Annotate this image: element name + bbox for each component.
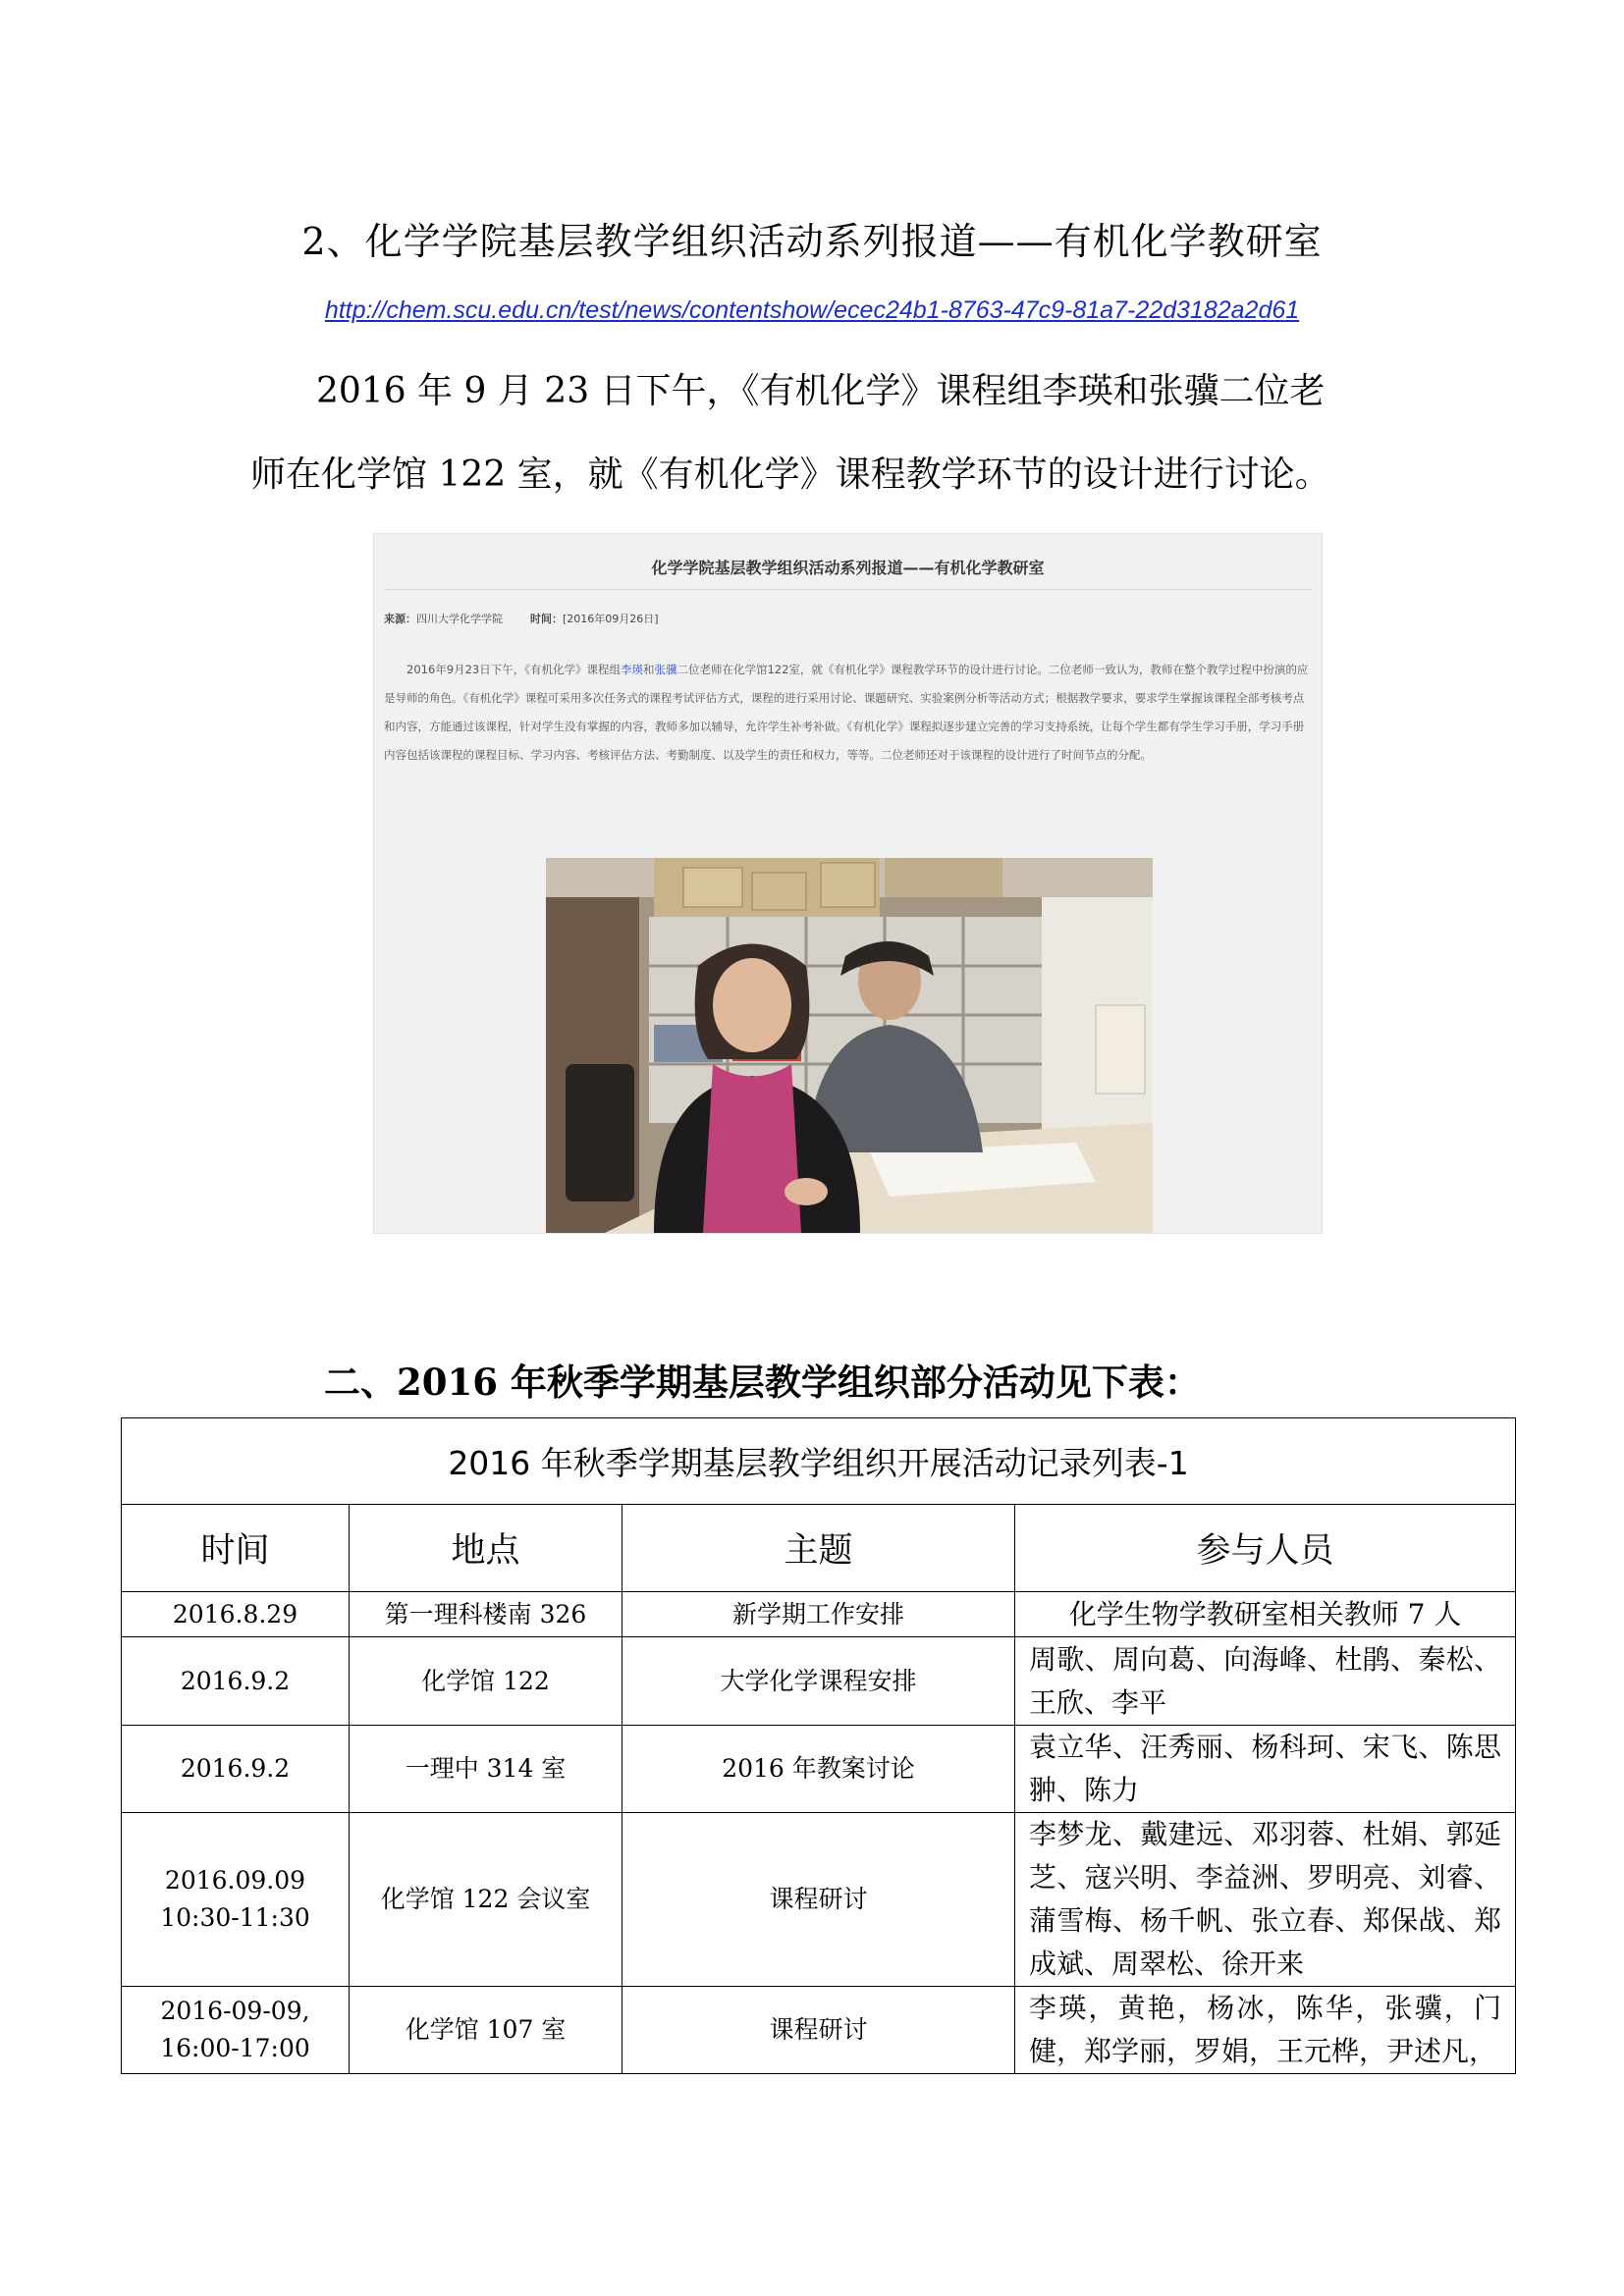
table-caption: 2016 年秋季学期基层教学组织开展活动记录列表-1 [122,1418,1516,1505]
screenshot-meta [384,611,659,626]
article-paragraph-line2: 师在化学馆 122 室，就《有机化学》课程教学环节的设计进行讨论。 [250,454,1330,495]
cell-topic: 2016 年教案讨论 [623,1726,1015,1813]
cell-place: 化学馆 107 室 [350,1987,623,2074]
cell-place: 化学馆 122 会议室 [350,1813,623,1987]
article-paragraph-line1: 2016 年 9 月 23 日下午，《有机化学》课程组李瑛和张骥二位老 [316,371,1326,411]
cell-topic: 课程研讨 [623,1987,1015,2074]
section-title: 二、2016 年秋季学期基层教学组织部分活动见下表： [324,1361,1201,1404]
cell-time: 2016.09.09 10:30-11:30 [122,1813,350,1987]
cell-place: 一理中 314 室 [350,1726,623,1813]
table-row [122,1592,1516,1637]
article-link[interactable]: http://chem.scu.edu.cn/test/news/contentshow/ecec24b1-8763-47c9-81a7-22d3182a2d61 [324,296,1300,324]
cell-time: 2016.9.2 [122,1726,350,1813]
header-topic: 主题 [623,1505,1015,1592]
time-value: [2016年09月26日] [562,613,659,625]
screenshot-divider [384,589,1312,590]
screenshot-body [384,656,1312,770]
cell-people: 化学生物学教研室相关教师 7 人 [1015,1592,1516,1637]
name-link-2[interactable]: 张骥 [654,663,677,676]
web-screenshot [373,533,1323,1234]
header-place: 地点 [350,1505,623,1592]
cell-topic: 课程研讨 [623,1813,1015,1987]
screenshot-title: 化学学院基层教学组织活动系列报道——有机化学教研室 [651,559,1045,577]
table-row [122,1987,1516,2074]
table-row [122,1637,1516,1726]
body-and: 和 [642,663,655,676]
article-heading: 2、化学学院基层教学组织活动系列报道——有机化学教研室 [301,220,1323,263]
cell-people: 李瑛，黄艳，杨冰，陈华，张骥，门健，郑学丽，罗娟，王元桦，尹述凡， [1015,1987,1516,2074]
name-link-1[interactable]: 李瑛 [620,663,643,676]
cell-place: 第一理科楼南 326 [350,1592,623,1637]
cell-people: 周歌、周向葛、向海峰、杜鹃、秦松、王欣、李平 [1015,1637,1516,1726]
body-post: 二位老师在化学馆122室，就《有机化学》课程教学环节的设计进行讨论。二位老师一致认为，教师在整个教学过程中扮演的应是导师的角色。《有机化学》课程可采用多次任务式的课程考试评估方式，课程的进行采用讨论、课题研究、实验案例分析等活动方式；根据教学要求，要求学生掌握该课程全部考核考点和内容，方能通过该课程，针对学生没有掌握的内容，教师多加以辅导，允许学生补考补做。《有机化学》课程拟逐步建立完善的学习支持系统，让每个学生都有学生学习手册，学习手册内容包括该课程的课程目标、学习内容、考核评估方法、考勤制度、以及学生的责任和权力，等等。二位老师还对于该课程的设计进行了时间节点的分配。 [384,663,1309,762]
table-row [122,1726,1516,1813]
meeting-photo [546,858,1153,1233]
cell-topic: 新学期工作安排 [623,1592,1015,1637]
cell-time: 2016.8.29 [122,1592,350,1637]
time-label: 时间： [529,613,563,625]
cell-time: 2016-09-09, 16:00-17:00 [122,1987,350,2074]
cell-people: 李梦龙、戴建远、邓羽蓉、杜娟、郭延芝、寇兴明、李益洲、罗明亮、刘睿、蒲雪梅、杨千帆、张立春、郑保战、郑成斌、周翠松、徐开来 [1015,1813,1516,1987]
cell-time: 2016.9.2 [122,1637,350,1726]
header-time: 时间 [122,1505,350,1592]
header-people: 参与人员 [1015,1505,1516,1592]
table-row [122,1813,1516,1987]
cell-people: 袁立华、汪秀丽、杨科珂、宋飞、陈思翀、陈力 [1015,1726,1516,1813]
activity-table [121,1417,1516,2074]
source-label: 来源： [384,613,416,625]
source-value: 四川大学化学学院 [416,613,503,625]
meeting-photo-drawing [546,858,1153,1233]
cell-topic: 大学化学课程安排 [623,1637,1015,1726]
body-pre: 2016年9月23日下午，《有机化学》课程组 [406,663,621,676]
cell-place: 化学馆 122 [350,1637,623,1726]
